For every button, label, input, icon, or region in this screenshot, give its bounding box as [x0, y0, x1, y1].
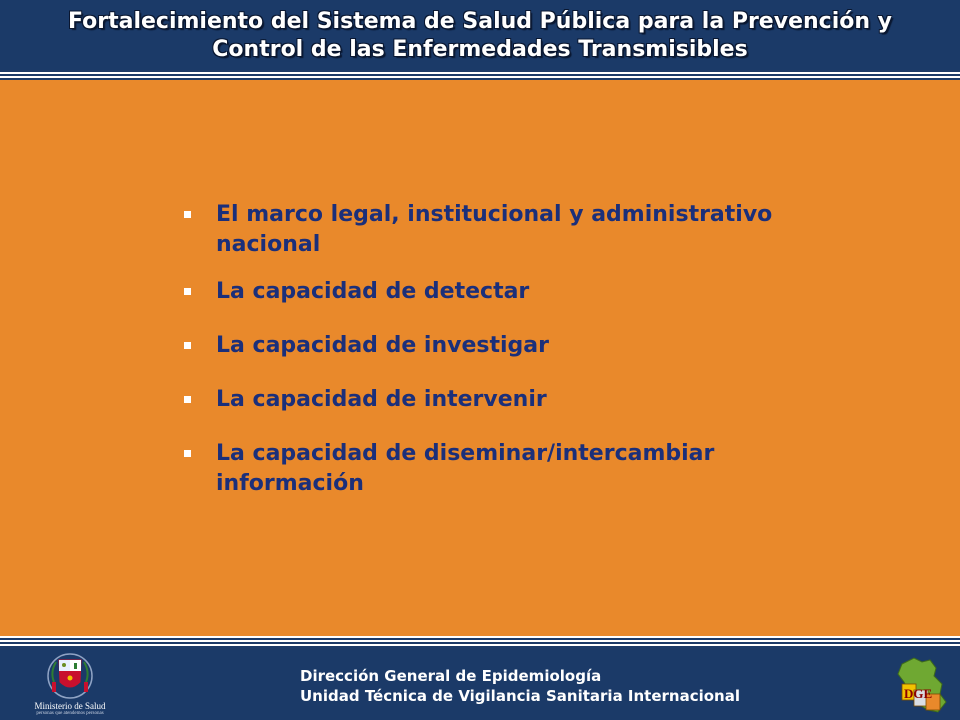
- ministry-of-health-logo: [14, 652, 126, 718]
- bullet-detect: [180, 277, 860, 307]
- bullet-text-line: El marco legal, institucional y administrativo: [216, 202, 773, 227]
- dge-logo: [888, 654, 952, 716]
- slide-title-line-2: Control de las Enfermedades Transmisibles: [212, 37, 748, 62]
- dge-peru-map-logo-icon: [888, 654, 952, 716]
- bullet-disseminate: [180, 439, 860, 499]
- footer-titles: [300, 666, 741, 706]
- peru-coat-of-arms-icon: [14, 652, 126, 702]
- header-banner: [0, 0, 960, 72]
- bullet-legal-framework: [180, 200, 860, 260]
- square-bullet-icon: [184, 396, 191, 403]
- bullet-text-line: La capacidad de investigar: [216, 333, 549, 358]
- ministry-logo-caption: Ministerio de Salud: [34, 701, 106, 711]
- bullet-investigate: [180, 331, 860, 361]
- square-bullet-icon: [184, 288, 191, 295]
- slide-title-line-1: Fortalecimiento del Sistema de Salud Pública para la Prevención y: [67, 9, 893, 34]
- footer-divider: [0, 636, 960, 648]
- dge-letter-d: DGE: [904, 686, 933, 701]
- bullet-text-line: La capacidad de detectar: [216, 279, 530, 304]
- square-bullet-icon: [184, 450, 191, 457]
- bullet-text-line: nacional: [216, 232, 321, 257]
- footer-title-line-1: Dirección General de Epidemiología: [300, 667, 602, 685]
- bullet-intervene: [180, 385, 860, 415]
- bullet-text-line: La capacidad de intervenir: [216, 387, 547, 412]
- bullet-text-line: La capacidad de diseminar/intercambiar: [216, 441, 715, 466]
- ministry-logo-subcaption: personas que atendemos personas: [36, 711, 104, 716]
- square-bullet-icon: [184, 342, 191, 349]
- bullet-list: [180, 200, 860, 523]
- bullet-text-line: información: [216, 471, 364, 496]
- header-divider: [0, 72, 960, 82]
- footer-banner: [0, 648, 960, 720]
- footer-title-line-2: Unidad Técnica de Vigilancia Sanitaria Internacional: [300, 687, 741, 705]
- square-bullet-icon: [184, 211, 191, 218]
